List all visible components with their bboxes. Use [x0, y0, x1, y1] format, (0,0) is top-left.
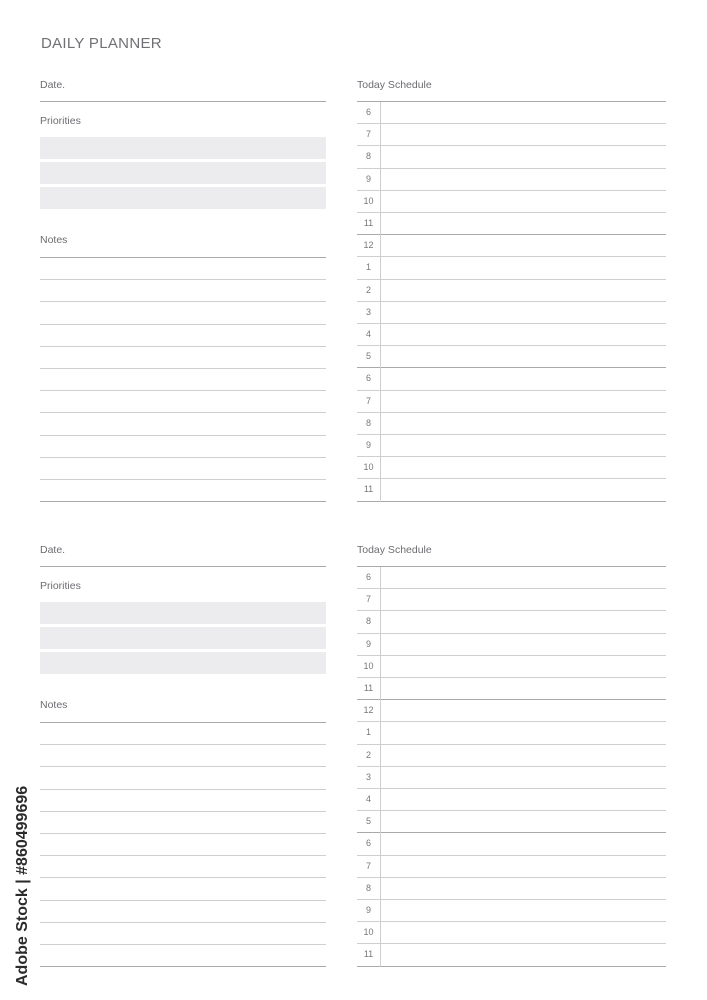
hour-label: 5: [365, 351, 371, 362]
schedule-row[interactable]: [357, 745, 666, 767]
hour-label: 2: [365, 749, 371, 760]
notes-line[interactable]: [40, 877, 326, 878]
schedule-row[interactable]: [357, 235, 666, 257]
hour-label: 4: [365, 794, 371, 804]
schedule-row[interactable]: [357, 479, 666, 501]
priority-field[interactable]: [40, 187, 326, 209]
schedule-row[interactable]: [357, 257, 666, 279]
hour-label: 11: [363, 949, 374, 960]
hour-label: 8: [365, 616, 371, 627]
schedule-row[interactable]: [357, 102, 666, 124]
priorities-label: Priorities: [40, 580, 81, 592]
schedule-row[interactable]: [357, 878, 666, 900]
notes-line[interactable]: [40, 944, 326, 945]
notes-line[interactable]: [40, 346, 326, 347]
schedule-row[interactable]: [357, 368, 666, 390]
schedule-label: Today Schedule: [357, 79, 432, 91]
hour-label: 1: [365, 262, 371, 273]
hour-label: 5: [365, 816, 371, 827]
hour-label: 11: [363, 683, 374, 693]
notes-line[interactable]: [40, 479, 326, 480]
schedule-row[interactable]: [357, 302, 666, 324]
schedule-row[interactable]: [357, 413, 666, 435]
notes-line[interactable]: [40, 744, 326, 745]
date-field[interactable]: [40, 101, 326, 102]
notes-line[interactable]: [40, 324, 326, 325]
schedule-row[interactable]: [357, 856, 666, 878]
schedule-row[interactable]: [357, 611, 666, 633]
priority-field[interactable]: [40, 627, 326, 649]
notes-line[interactable]: [40, 301, 326, 302]
notes-line[interactable]: [40, 966, 326, 967]
notes-line[interactable]: [40, 412, 326, 413]
schedule-row[interactable]: [357, 634, 666, 656]
notes-label: Notes: [40, 234, 68, 246]
schedule-row[interactable]: [357, 457, 666, 479]
hour-label: 3: [365, 771, 371, 782]
hour-label: 8: [365, 417, 371, 428]
notes-line[interactable]: [40, 922, 326, 923]
notes-line[interactable]: [40, 501, 326, 502]
schedule-row[interactable]: [357, 391, 666, 413]
schedule-row[interactable]: [357, 435, 666, 457]
hour-label: 11: [363, 218, 374, 228]
hour-label: 10: [363, 660, 374, 671]
hour-label: 6: [365, 572, 371, 582]
schedule-row[interactable]: [357, 678, 666, 700]
priority-field[interactable]: [40, 602, 326, 624]
schedule-row[interactable]: [357, 922, 666, 944]
schedule-row[interactable]: [357, 213, 666, 235]
hour-label: 7: [365, 395, 371, 406]
notes-line[interactable]: [40, 811, 326, 812]
hour-label: 6: [365, 373, 371, 384]
schedule-row[interactable]: [357, 656, 666, 678]
schedule-row[interactable]: [357, 280, 666, 302]
schedule-row[interactable]: [357, 567, 666, 589]
hour-label: 3: [365, 306, 371, 317]
hour-label: 2: [365, 284, 371, 295]
schedule-row[interactable]: [357, 700, 666, 722]
schedule-row[interactable]: [357, 944, 666, 966]
notes-line[interactable]: [40, 722, 326, 723]
schedule-divider: [380, 567, 381, 967]
hour-label: 6: [365, 107, 371, 117]
hour-label: 10: [363, 462, 374, 473]
schedule-row[interactable]: [357, 191, 666, 213]
schedule-divider: [380, 102, 381, 502]
hour-label: 10: [363, 927, 374, 938]
schedule-row[interactable]: [357, 324, 666, 346]
schedule-row[interactable]: [357, 589, 666, 611]
hour-label: 9: [365, 173, 371, 184]
hour-label: 7: [365, 594, 371, 605]
hour-label: 7: [365, 860, 371, 871]
notes-line[interactable]: [40, 766, 326, 767]
date-field[interactable]: [40, 566, 326, 567]
notes-line[interactable]: [40, 368, 326, 369]
schedule-label: Today Schedule: [357, 544, 432, 556]
hour-label: 12: [363, 705, 374, 716]
hour-label: 8: [365, 151, 371, 162]
page-title: DAILY PLANNER: [41, 35, 162, 52]
hour-label: 1: [365, 727, 371, 738]
notes-label: Notes: [40, 699, 68, 711]
notes-line[interactable]: [40, 900, 326, 901]
schedule-row[interactable]: [357, 169, 666, 191]
hour-label: 7: [365, 129, 371, 140]
hour-label: 6: [365, 838, 371, 849]
schedule-row[interactable]: [357, 833, 666, 855]
priority-field[interactable]: [40, 137, 326, 159]
schedule-row[interactable]: [357, 767, 666, 789]
notes-line[interactable]: [40, 279, 326, 280]
notes-line[interactable]: [40, 435, 326, 436]
notes-line[interactable]: [40, 457, 326, 458]
schedule-row[interactable]: [357, 900, 666, 922]
priority-field[interactable]: [40, 162, 326, 184]
date-label: Date.: [40, 544, 66, 556]
schedule-row[interactable]: [357, 811, 666, 833]
hour-label: 9: [365, 905, 371, 915]
priorities-label: Priorities: [40, 115, 81, 127]
stock-watermark: Adobe Stock | #860499696: [14, 785, 31, 986]
hour-label: 4: [365, 329, 371, 339]
schedule-row[interactable]: [357, 346, 666, 368]
hour-label: 9: [365, 440, 371, 450]
notes-line[interactable]: [40, 257, 326, 258]
schedule-row[interactable]: [357, 789, 666, 811]
hour-label: 12: [363, 240, 374, 251]
notes-line[interactable]: [40, 390, 326, 391]
schedule-row[interactable]: [357, 124, 666, 146]
schedule-row[interactable]: [357, 146, 666, 168]
priority-field[interactable]: [40, 652, 326, 674]
hour-label: 9: [365, 638, 371, 649]
hour-label: 10: [363, 195, 374, 206]
hour-label: 8: [365, 882, 371, 893]
schedule-row[interactable]: [357, 722, 666, 744]
notes-line[interactable]: [40, 833, 326, 834]
notes-line[interactable]: [40, 855, 326, 856]
hour-label: 11: [363, 484, 374, 495]
notes-line[interactable]: [40, 789, 326, 790]
date-label: Date.: [40, 79, 66, 91]
